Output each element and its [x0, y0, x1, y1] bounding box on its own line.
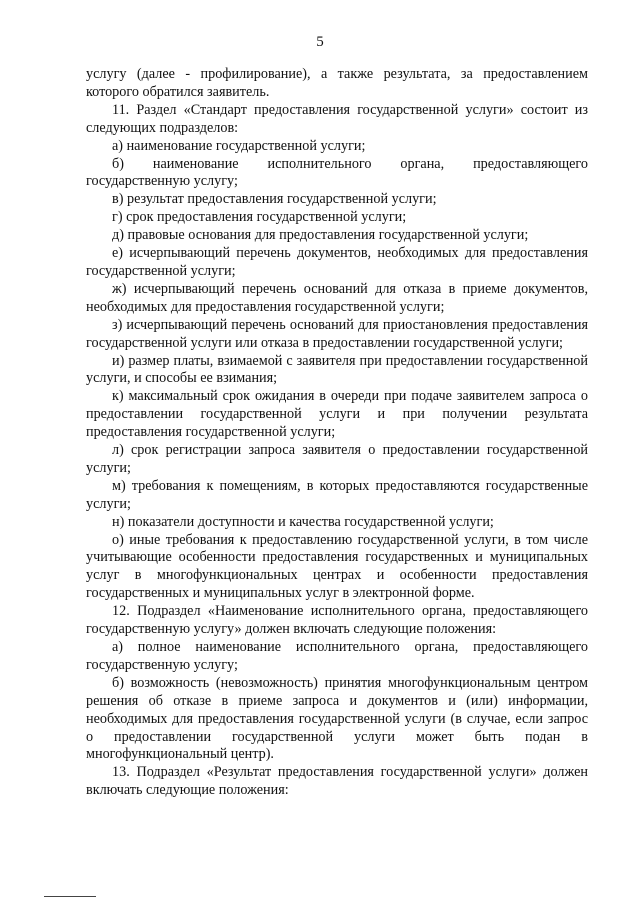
list-item-g: г) срок предоставления государственной услуги;	[112, 209, 407, 226]
list-item-k: к) максимальный срок ожидания в очереди при подаче заявителем запроса о предоставлении государственной услуги и при получении результата предоставления государственной услуги;	[86, 388, 588, 441]
footer-rule	[44, 896, 96, 897]
list-item-zh: ж) исчерпывающий перечень оснований для отказа в приеме документов, необходимых для предоставления государственной услуги;	[86, 280, 588, 315]
paragraph-clause-13: 13. Подраздел «Результат предоставления государственной услуги» должен включать следующие положения:	[86, 764, 588, 799]
list-item-b: б) наименование исполнительного органа, предоставляющего государственную услугу;	[86, 155, 588, 190]
list-item-m: м) требования к помещениям, в которых предоставляются государственные услуги;	[86, 477, 588, 512]
paragraph-clause-12: 12. Подраздел «Наименование исполнительного органа, предоставляющего государственную услугу» должен включать следующие положения:	[86, 603, 588, 638]
document-body	[86, 66, 588, 800]
list-item-l: л) срок регистрации запроса заявителя о предоставлении государственной услуги;	[86, 442, 588, 476]
list-item-a: а) наименование государственной услуги;	[112, 137, 366, 154]
list-item-n: н) показатели доступности и качества государственной услуги;	[112, 513, 494, 530]
list-item-i: и) размер платы, взимаемой с заявителя при предоставлении государственной услуги, и способы ее взимания;	[86, 352, 588, 387]
paragraph-continuation: услугу (далее - профилирование), а также результата, за предоставлением которого обратился заявитель.	[86, 66, 588, 100]
list-item-12-a: а) полное наименование исполнительного органа, предоставляющего государственную услугу;	[86, 639, 588, 673]
paragraph-clause-11: 11. Раздел «Стандарт предоставления государственной услуги» состоит из следующих подразделов:	[86, 101, 588, 136]
page-number: 5	[316, 34, 324, 50]
list-item-o: о) иные требования к предоставлению государственной услуги, в том числе учитывающие особенности предоставления государственных и муниципальных услуг в многофункциональных центрах и особенности предоставления государственных и муниципальных услуг в электронной форме.	[86, 531, 588, 602]
list-item-z: з) исчерпывающий перечень оснований для приостановления предоставления государственной услуги или отказа в предоставлении государственной услуги;	[86, 316, 588, 351]
list-item-12-b: б) возможность (невозможность) принятия многофункциональным центром решения об отказе в приеме запроса и документов и (или) информации, необходимых для предоставления государственной услуги (в случае, если запрос о предоставлении государственной услуги может быть подан в многофункциональный центр).	[86, 674, 588, 763]
list-item-d: д) правовые основания для предоставления государственной услуги;	[112, 227, 529, 244]
list-item-v: в) результат предоставления государственной услуги;	[112, 191, 437, 208]
list-item-e: е) исчерпывающий перечень документов, необходимых для предоставления государственной услуги;	[86, 245, 588, 279]
